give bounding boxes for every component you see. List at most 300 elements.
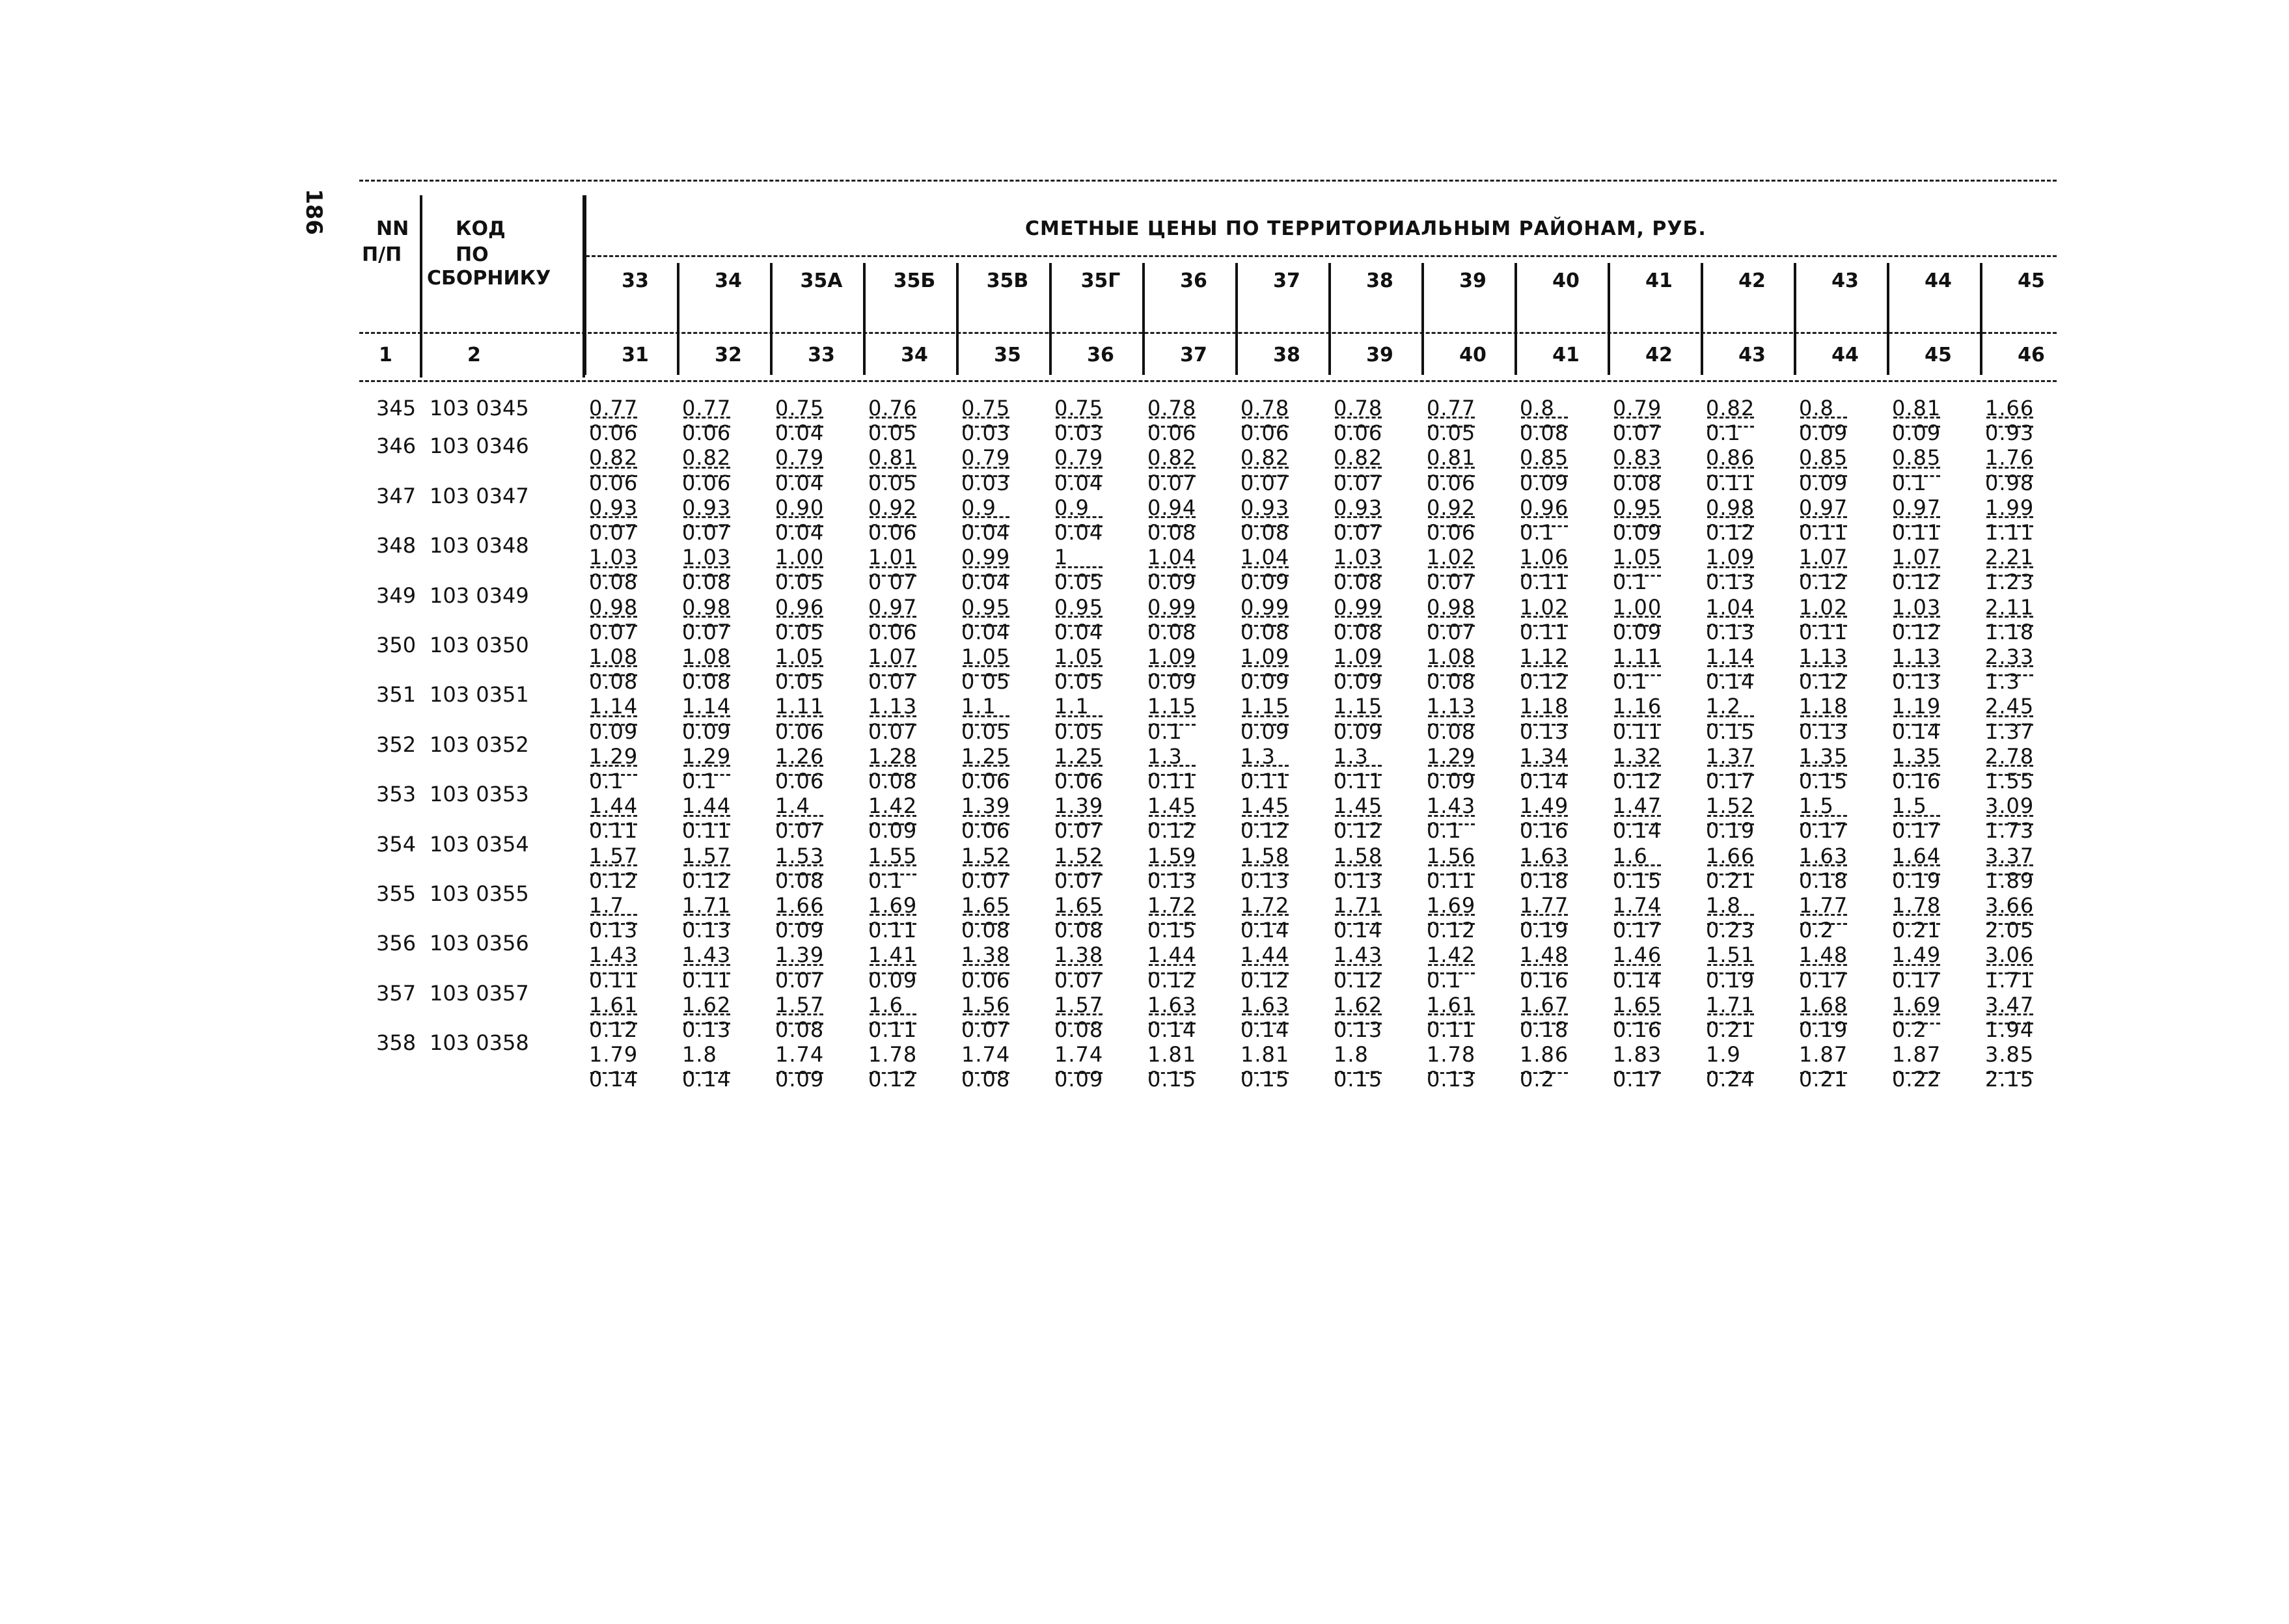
price-cell: 0.04 xyxy=(961,619,1011,644)
price-cell: 1.6 xyxy=(1613,843,1648,868)
price-cell: 1.77 xyxy=(1520,893,1569,918)
fraction-rule xyxy=(1893,516,1940,518)
price-cell: 1.09 xyxy=(1240,644,1290,669)
column-divider xyxy=(1421,263,1424,375)
price-cell: 0.12 xyxy=(1147,818,1197,844)
fraction-rule xyxy=(1335,964,1382,966)
fraction-rule xyxy=(1986,864,2033,866)
index-column-header: 36 xyxy=(1087,344,1114,366)
price-cell: 0.98 xyxy=(589,594,638,620)
fraction-rule xyxy=(776,566,823,568)
fraction-rule xyxy=(1335,1013,1382,1015)
price-cell: 0.14 xyxy=(682,1067,732,1092)
price-cell: 1.2 xyxy=(1706,694,1741,719)
price-cell: 1.32 xyxy=(1613,743,1662,769)
price-cell: 0.16 xyxy=(1520,818,1569,844)
fraction-rule xyxy=(1149,566,1196,568)
fraction-rule xyxy=(683,566,730,568)
fraction-rule xyxy=(776,864,823,866)
fraction-rule xyxy=(1521,467,1568,469)
fraction-rule xyxy=(683,1013,730,1015)
price-cell: 0.05 xyxy=(775,570,825,595)
index-column-header: 33 xyxy=(808,344,835,366)
fraction-rule xyxy=(1800,417,1847,419)
price-cell: 0.85 xyxy=(1892,445,1941,471)
price-cell: 0.03 xyxy=(961,420,1011,446)
header-mid-rule xyxy=(359,332,2057,334)
fraction-rule xyxy=(1242,417,1289,419)
price-cell: 0.93 xyxy=(682,495,732,520)
price-cell: 0 07 xyxy=(868,570,918,595)
price-cell: 2.45 xyxy=(1985,694,2035,719)
price-cell: 0.1 xyxy=(1613,669,1648,695)
price-cell: 1.41 xyxy=(868,943,918,968)
page-number: 186 xyxy=(301,189,327,235)
fraction-rule xyxy=(1335,914,1382,916)
price-cell: 1.05 xyxy=(1613,545,1662,570)
price-cell: 0.09 xyxy=(1334,719,1383,744)
price-cell: 1.05 xyxy=(1054,644,1104,669)
price-cell: 1.89 xyxy=(1985,868,2035,893)
fraction-rule xyxy=(1800,964,1847,966)
price-cell: 0.11 xyxy=(1334,769,1383,793)
price-cell: 1.49 xyxy=(1892,943,1941,968)
index-column-header: 45 xyxy=(1925,344,1952,366)
fraction-rule xyxy=(1242,964,1289,966)
fraction-rule xyxy=(1149,467,1196,469)
price-cell: 0.11 xyxy=(589,818,638,844)
column-divider xyxy=(1142,263,1145,375)
index-column-header: 44 xyxy=(1831,344,1859,366)
fraction-rule xyxy=(1149,417,1196,419)
fraction-rule xyxy=(1149,715,1196,717)
fraction-rule xyxy=(1335,616,1382,618)
price-cell: 3.66 xyxy=(1985,893,2035,918)
region-column-header: 44 xyxy=(1925,269,1952,292)
fraction-rule xyxy=(590,665,637,667)
price-cell: 0.23 xyxy=(1706,918,1755,943)
price-cell: 0.14 xyxy=(1706,669,1755,695)
price-cell: 1.69 xyxy=(1892,992,1941,1017)
price-cell: 1.68 xyxy=(1799,992,1848,1017)
price-cell: 0.09 xyxy=(1334,669,1383,695)
fraction-rule xyxy=(1707,417,1754,419)
fraction-rule xyxy=(1893,765,1940,767)
region-column-header: 35Б xyxy=(893,269,936,292)
price-cell: 2.05 xyxy=(1985,918,2035,943)
price-cell: 0.96 xyxy=(1520,495,1569,520)
fraction-rule xyxy=(1428,665,1475,667)
price-cell: 1.28 xyxy=(868,743,918,769)
price-cell: 0.18 xyxy=(1520,868,1569,893)
column-divider xyxy=(770,263,773,375)
fraction-rule xyxy=(1335,566,1382,568)
price-cell: 1.52 xyxy=(1706,793,1755,819)
price-cell: 0.07 xyxy=(868,719,918,744)
price-cell: 1.57 xyxy=(589,843,638,868)
fraction-rule xyxy=(1614,1013,1661,1015)
price-cell: 0.03 xyxy=(961,470,1011,495)
fraction-rule xyxy=(1707,467,1754,469)
price-cell: 0.06 xyxy=(868,520,918,545)
fraction-rule xyxy=(1893,715,1940,717)
region-column-header: 36 xyxy=(1180,269,1207,292)
price-cell: 1.69 xyxy=(868,893,918,918)
price-cell: 0.79 xyxy=(961,445,1011,471)
price-cell: 3.06 xyxy=(1985,943,2035,968)
pp-label: П/П xyxy=(362,243,402,266)
price-cell: 1.07 xyxy=(1799,545,1848,570)
price-cell: 0.07 xyxy=(682,619,732,644)
region-column-header: 35А xyxy=(800,269,843,292)
price-cell: 1.44 xyxy=(1147,943,1197,968)
price-cell: 1.63 xyxy=(1240,992,1290,1017)
price-cell: 0.99 xyxy=(1334,594,1383,620)
price-cell: 1.86 xyxy=(1520,1042,1569,1067)
price-cell: 1.72 xyxy=(1147,893,1197,918)
fraction-rule xyxy=(590,516,637,518)
price-cell: 0.05 xyxy=(775,669,825,695)
price-cell: 0.06 xyxy=(589,470,638,495)
row-number: 358 xyxy=(376,1030,417,1056)
column-divider xyxy=(1608,263,1610,375)
fraction-rule xyxy=(1800,566,1847,568)
fraction-rule xyxy=(776,715,823,717)
fraction-rule xyxy=(963,1013,1009,1015)
price-cell: 1.14 xyxy=(589,694,638,719)
fraction-rule xyxy=(1521,914,1568,916)
row-code: 103 0348 xyxy=(430,533,529,558)
price-cell: 0.97 xyxy=(868,594,918,620)
price-cell: 1.08 xyxy=(589,644,638,669)
price-cell: 1.43 xyxy=(589,943,638,968)
price-cell: 0.06 xyxy=(1427,470,1476,495)
row-number: 357 xyxy=(376,980,417,1006)
fraction-rule xyxy=(1056,566,1103,568)
region-column-header: 33 xyxy=(622,269,649,292)
price-cell: 0.08 xyxy=(1520,420,1569,446)
price-cell: 0.1 xyxy=(1427,967,1462,993)
price-cell: 0.79 xyxy=(1054,445,1104,471)
price-cell: 1.71 xyxy=(682,893,732,918)
column-divider xyxy=(1328,263,1331,375)
price-cell: 1.66 xyxy=(1706,843,1755,868)
fraction-rule xyxy=(963,566,1009,568)
price-cell: 0.12 xyxy=(1706,520,1755,545)
fraction-rule xyxy=(590,864,637,866)
price-cell: 0.08 xyxy=(961,918,1011,943)
price-cell: 0.12 xyxy=(1240,818,1290,844)
price-cell: 0.12 xyxy=(1799,669,1848,695)
price-cell: 1.26 xyxy=(775,743,825,769)
column-divider xyxy=(677,263,679,375)
fraction-rule xyxy=(1056,467,1103,469)
code-label-3: СБОРНИКУ xyxy=(427,267,551,290)
price-cell: 0.08 xyxy=(775,1017,825,1042)
fraction-rule xyxy=(1149,914,1196,916)
index-label-2: 2 xyxy=(467,344,481,366)
price-cell: 0.17 xyxy=(1799,818,1848,844)
price-cell: 1.72 xyxy=(1240,893,1290,918)
region-column-header: 38 xyxy=(1366,269,1393,292)
fraction-rule xyxy=(1707,1013,1754,1015)
price-cell: 0.12 xyxy=(1240,967,1290,993)
price-cell: 0.2 xyxy=(1520,1067,1555,1092)
fraction-rule xyxy=(1614,467,1661,469)
price-cell: 0.14 xyxy=(1613,818,1662,844)
fraction-rule xyxy=(1707,665,1754,667)
fraction-rule xyxy=(590,467,637,469)
price-cell: 1.23 xyxy=(1985,570,2035,595)
fraction-rule xyxy=(1335,815,1382,817)
fraction-rule xyxy=(1428,964,1475,966)
price-cell: 0.08 xyxy=(1334,570,1383,595)
price-cell: 0.13 xyxy=(1334,868,1383,893)
price-cell: 0.11 xyxy=(868,1017,918,1042)
fraction-rule xyxy=(1242,516,1289,518)
fraction-rule xyxy=(1893,665,1940,667)
index-column-header: 37 xyxy=(1180,344,1207,366)
price-cell: 0.04 xyxy=(1054,470,1104,495)
price-cell: 1.45 xyxy=(1240,793,1290,819)
price-cell: 0.08 xyxy=(1240,619,1290,644)
code-label-2: ПО xyxy=(456,243,489,266)
fraction-rule xyxy=(963,665,1009,667)
price-cell: 0.07 xyxy=(1427,619,1476,644)
fraction-rule xyxy=(870,715,916,717)
price-cell: 1.94 xyxy=(1985,1017,2035,1042)
code-label-1: КОД xyxy=(456,217,506,240)
region-column-header: 34 xyxy=(715,269,742,292)
price-cell: 0.1 xyxy=(1427,818,1462,844)
fraction-rule xyxy=(1707,516,1754,518)
price-cell: 1.03 xyxy=(1892,594,1941,620)
price-cell: 1.74 xyxy=(961,1042,1011,1067)
price-cell: 0.08 xyxy=(961,1067,1011,1092)
fraction-rule xyxy=(1614,417,1661,419)
price-cell: 1.00 xyxy=(1613,594,1662,620)
price-cell: 0.85 xyxy=(1520,445,1569,471)
fraction-rule xyxy=(1242,665,1289,667)
fraction-rule xyxy=(1707,566,1754,568)
price-cell: 0.16 xyxy=(1892,769,1941,793)
fraction-rule xyxy=(963,914,1009,916)
price-cell: 0.77 xyxy=(589,396,638,420)
price-cell: 1.18 xyxy=(1799,694,1848,719)
price-cell: 1.13 xyxy=(1799,644,1848,669)
price-cell: 0.11 xyxy=(1147,769,1197,793)
column-divider xyxy=(1887,263,1889,375)
price-cell: 0.09 xyxy=(1240,719,1290,744)
price-cell: 1.8 xyxy=(682,1042,717,1067)
price-cell: 3.47 xyxy=(1985,992,2035,1017)
fraction-rule xyxy=(1986,566,2033,568)
price-cell: 2.15 xyxy=(1985,1067,2035,1092)
price-cell: 1.08 xyxy=(682,644,732,669)
price-cell: 0.09 xyxy=(868,967,918,993)
price-cell: 0.12 xyxy=(1427,918,1476,943)
row-code: 103 0346 xyxy=(430,434,529,459)
fraction-rule xyxy=(1986,914,2033,916)
fraction-rule xyxy=(1242,715,1289,717)
column-divider xyxy=(1980,263,1982,375)
price-cell: 0.07 xyxy=(1147,470,1197,495)
price-cell: 1.45 xyxy=(1334,793,1383,819)
fraction-rule xyxy=(1521,1013,1568,1015)
price-cell: 1.06 xyxy=(1520,545,1569,570)
price-cell: 1.57 xyxy=(1054,992,1104,1017)
price-cell: 0.14 xyxy=(589,1067,638,1092)
price-cell: 0.13 xyxy=(1240,868,1290,893)
price-cell: 0.82 xyxy=(682,445,732,471)
fraction-rule xyxy=(1242,765,1289,767)
fraction-rule xyxy=(1242,566,1289,568)
fraction-rule xyxy=(590,417,637,419)
price-cell: 1.42 xyxy=(868,793,918,819)
fraction-rule xyxy=(1986,467,2033,469)
price-cell: 0.22 xyxy=(1892,1067,1941,1092)
index-column-header: 32 xyxy=(715,344,742,366)
price-cell: 1.44 xyxy=(682,793,732,819)
fraction-rule xyxy=(870,417,916,419)
price-cell: 1.03 xyxy=(589,545,638,570)
fraction-rule xyxy=(1800,516,1847,518)
price-cell: 0.1 xyxy=(1892,470,1927,495)
fraction-rule xyxy=(1335,516,1382,518)
fraction-rule xyxy=(1800,864,1847,866)
row-code: 103 0350 xyxy=(430,633,529,657)
price-cell: 0.15 xyxy=(1799,769,1848,793)
region-column-header: 41 xyxy=(1645,269,1673,292)
price-cell: 0.07 xyxy=(775,818,825,844)
price-cell: 1.81 xyxy=(1147,1042,1197,1067)
price-cell: 1.55 xyxy=(1985,769,2035,793)
fraction-rule xyxy=(1521,765,1568,767)
price-cell: 1.03 xyxy=(682,545,732,570)
price-cell: 0.08 xyxy=(682,669,732,695)
fraction-rule xyxy=(1986,765,2033,767)
price-cell: 1.15 xyxy=(1240,694,1290,719)
price-cell: 1.5 xyxy=(1892,793,1927,819)
price-cell: 0.09 xyxy=(1799,470,1848,495)
price-cell: 1.78 xyxy=(868,1042,918,1067)
price-cell: 0.04 xyxy=(775,420,825,446)
price-cell: 1.61 xyxy=(589,992,638,1017)
column-divider xyxy=(1794,263,1796,375)
row-number: 355 xyxy=(376,881,417,906)
price-cell: 0.12 xyxy=(1892,619,1941,644)
price-cell: 0.14 xyxy=(1240,918,1290,943)
price-cell: 1.12 xyxy=(1520,644,1569,669)
price-cell: 0.07 xyxy=(1054,967,1104,993)
price-cell: 0.98 xyxy=(1985,470,2035,495)
price-cell: 0.08 xyxy=(1427,669,1476,695)
price-cell: 1.18 xyxy=(1985,619,2035,644)
price-cell: 0.15 xyxy=(1147,1067,1197,1092)
index-column-header: 39 xyxy=(1366,344,1393,366)
fraction-rule xyxy=(963,964,1009,966)
price-cell: 0.17 xyxy=(1706,769,1755,793)
price-cell: 0.81 xyxy=(1892,396,1941,420)
price-cell: 1.11 xyxy=(1613,644,1662,669)
price-cell: 0.95 xyxy=(1613,495,1662,520)
price-cell: 0.92 xyxy=(868,495,918,520)
fraction-rule xyxy=(683,715,730,717)
fraction-rule xyxy=(1707,815,1754,817)
price-cell: 1.4 xyxy=(775,793,810,819)
price-cell: 0.11 xyxy=(1706,470,1755,495)
fraction-rule xyxy=(1614,616,1661,618)
price-cell: 0.05 xyxy=(1054,570,1104,595)
price-cell: 0.14 xyxy=(1147,1017,1197,1042)
region-column-header: 35Г xyxy=(1080,269,1121,292)
index-column-header: 34 xyxy=(901,344,928,366)
price-cell: 1.44 xyxy=(589,793,638,819)
price-cell: 1.02 xyxy=(1799,594,1848,620)
price-cell: 1.79 xyxy=(589,1042,638,1067)
price-cell: 0.07 xyxy=(1054,868,1104,893)
price-cell: 0.12 xyxy=(589,1017,638,1042)
price-cell: 0.05 xyxy=(1054,669,1104,695)
row-number: 350 xyxy=(376,633,417,657)
price-cell: 0.08 xyxy=(589,669,638,695)
price-cell: 0.1 xyxy=(682,769,717,793)
fraction-rule xyxy=(1893,417,1940,419)
price-cell: 1.25 xyxy=(961,743,1011,769)
price-cell: 1.48 xyxy=(1520,943,1569,968)
row-number: 353 xyxy=(376,782,417,807)
fraction-rule xyxy=(776,964,823,966)
fraction-rule xyxy=(1428,417,1475,419)
price-cell: 2.78 xyxy=(1985,743,2035,769)
price-cell: 0.82 xyxy=(589,445,638,471)
fraction-rule xyxy=(1893,914,1940,916)
fraction-rule xyxy=(1428,516,1475,518)
price-cell: 1.3 xyxy=(1147,743,1183,769)
price-cell: 0.06 xyxy=(589,420,638,446)
fraction-rule xyxy=(1707,914,1754,916)
price-cell: 0.8 xyxy=(1799,396,1834,420)
price-cell: 0.07 xyxy=(961,868,1011,893)
fraction-rule xyxy=(1986,1013,2033,1015)
price-cell: 0.78 xyxy=(1240,396,1290,420)
price-cell: 0.11 xyxy=(682,967,732,993)
fraction-rule xyxy=(776,914,823,916)
price-cell: 0.99 xyxy=(1147,594,1197,620)
price-cell: 1.39 xyxy=(1054,793,1104,819)
column-divider xyxy=(1049,263,1052,375)
price-cell: 0.82 xyxy=(1706,396,1755,420)
price-cell: 1.05 xyxy=(775,644,825,669)
price-cell: 0.11 xyxy=(682,818,732,844)
fraction-rule xyxy=(1800,467,1847,469)
price-cell: 1.66 xyxy=(1985,396,2035,420)
fraction-rule xyxy=(963,616,1009,618)
price-cell: 1.99 xyxy=(1985,495,2035,520)
price-cell: 0.96 xyxy=(775,594,825,620)
price-cell: 0.93 xyxy=(1334,495,1383,520)
price-cell: 0.14 xyxy=(1334,918,1383,943)
fraction-rule xyxy=(870,864,916,866)
price-cell: 0.05 xyxy=(868,470,918,495)
price-cell: 0.08 xyxy=(1147,520,1197,545)
price-cell: 0.04 xyxy=(961,520,1011,545)
price-cell: 0.06 xyxy=(1054,769,1104,793)
price-cell: 0.14 xyxy=(1892,719,1941,744)
fraction-rule xyxy=(1521,715,1568,717)
price-cell: 0.14 xyxy=(1240,1017,1290,1042)
price-cell: 0.13 xyxy=(682,1017,732,1042)
